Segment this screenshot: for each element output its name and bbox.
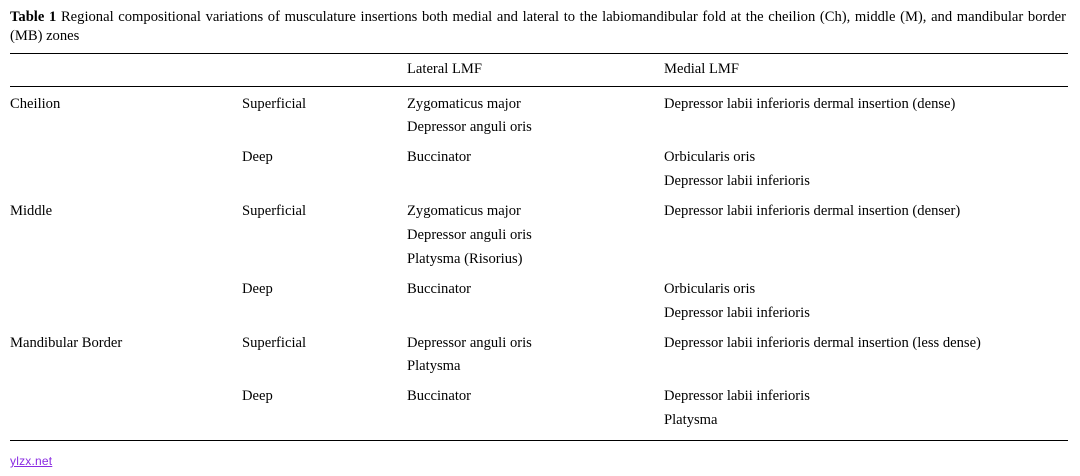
cell-layer: Superficial bbox=[242, 203, 307, 220]
table-header bbox=[10, 53, 1068, 86]
composition-table bbox=[10, 53, 1068, 441]
cell-zone bbox=[10, 409, 242, 440]
cell-lateral: Platysma (Risorius) bbox=[407, 250, 523, 267]
table-row bbox=[10, 409, 1068, 440]
cell-zone bbox=[10, 379, 242, 409]
cell-lateral bbox=[407, 409, 664, 440]
cell-layer: Superficial bbox=[242, 95, 307, 112]
cell-zone: Middle bbox=[10, 203, 53, 220]
table-row bbox=[10, 140, 1068, 170]
cell-zone bbox=[10, 272, 242, 302]
table-bottom-rule bbox=[10, 440, 1068, 441]
table-row bbox=[10, 194, 1068, 224]
cell-layer bbox=[242, 355, 407, 379]
cell-medial bbox=[664, 224, 1068, 248]
cell-zone: Mandibular Border bbox=[10, 334, 123, 351]
column-header-lateral-lmf: Lateral LMF bbox=[407, 53, 664, 86]
column-header-layer bbox=[242, 53, 407, 86]
cell-zone bbox=[10, 224, 242, 248]
cell-layer bbox=[242, 116, 407, 140]
cell-layer: Deep bbox=[242, 280, 273, 297]
cell-lateral: Depressor anguli oris bbox=[407, 119, 532, 136]
table-header-row bbox=[10, 53, 1068, 86]
table-row bbox=[10, 302, 1068, 326]
cell-medial: Orbicularis oris bbox=[664, 149, 756, 166]
table-row bbox=[10, 326, 1068, 356]
cell-zone bbox=[10, 116, 242, 140]
cell-layer: Deep bbox=[242, 388, 273, 405]
table-row bbox=[10, 272, 1068, 302]
cell-lateral: Depressor anguli oris bbox=[407, 226, 532, 243]
cell-layer: Superficial bbox=[242, 334, 307, 351]
cell-medial bbox=[664, 355, 1068, 379]
cell-lateral: Buccinator bbox=[407, 388, 472, 405]
watermark-link[interactable]: ylzx.net bbox=[10, 454, 53, 468]
cell-zone bbox=[10, 302, 242, 326]
cell-layer bbox=[242, 224, 407, 248]
cell-medial: Depressor labii inferioris bbox=[664, 173, 810, 190]
cell-lateral bbox=[407, 170, 664, 194]
table-row bbox=[10, 379, 1068, 409]
cell-medial: Depressor labii inferioris dermal insertion (less dense) bbox=[664, 334, 981, 351]
table-caption-label: Table 1 bbox=[10, 9, 57, 25]
table-row bbox=[10, 116, 1068, 140]
table-row bbox=[10, 355, 1068, 379]
cell-medial: Orbicularis oris bbox=[664, 280, 756, 297]
cell-zone bbox=[10, 355, 242, 379]
cell-layer: Deep bbox=[242, 149, 273, 166]
table-row bbox=[10, 86, 1068, 116]
cell-lateral: Zygomaticus major bbox=[407, 95, 521, 112]
cell-medial bbox=[664, 116, 1068, 140]
cell-layer bbox=[242, 170, 407, 194]
table-caption-text: Regional compositional variations of musculature insertions both medial and lateral to the labiomandibular fold at the cheilion (Ch), middle (M), and mandibular border (MB) zones bbox=[10, 9, 1066, 45]
cell-lateral: Platysma bbox=[407, 358, 461, 375]
cell-medial: Platysma bbox=[664, 412, 718, 429]
table-row bbox=[10, 248, 1068, 272]
cell-lateral: Depressor anguli oris bbox=[407, 334, 532, 351]
cell-medial bbox=[664, 248, 1068, 272]
table-row bbox=[10, 170, 1068, 194]
cell-layer bbox=[242, 248, 407, 272]
cell-zone: Cheilion bbox=[10, 95, 61, 112]
cell-lateral: Buccinator bbox=[407, 149, 472, 166]
cell-lateral: Buccinator bbox=[407, 280, 472, 297]
table-row bbox=[10, 224, 1068, 248]
table-caption bbox=[10, 8, 1070, 47]
cell-zone bbox=[10, 170, 242, 194]
cell-zone bbox=[10, 248, 242, 272]
cell-lateral: Zygomaticus major bbox=[407, 203, 521, 220]
column-header-zone bbox=[10, 53, 242, 86]
cell-medial: Depressor labii inferioris dermal insertion (dense) bbox=[664, 95, 956, 112]
cell-lateral bbox=[407, 302, 664, 326]
cell-layer bbox=[242, 302, 407, 326]
cell-zone bbox=[10, 140, 242, 170]
table-body bbox=[10, 86, 1068, 440]
cell-medial: Depressor labii inferioris dermal insertion (denser) bbox=[664, 203, 961, 220]
cell-medial: Depressor labii inferioris bbox=[664, 304, 810, 321]
column-header-medial-lmf: Medial LMF bbox=[664, 53, 1068, 86]
cell-layer bbox=[242, 409, 407, 440]
cell-medial: Depressor labii inferioris bbox=[664, 388, 810, 405]
